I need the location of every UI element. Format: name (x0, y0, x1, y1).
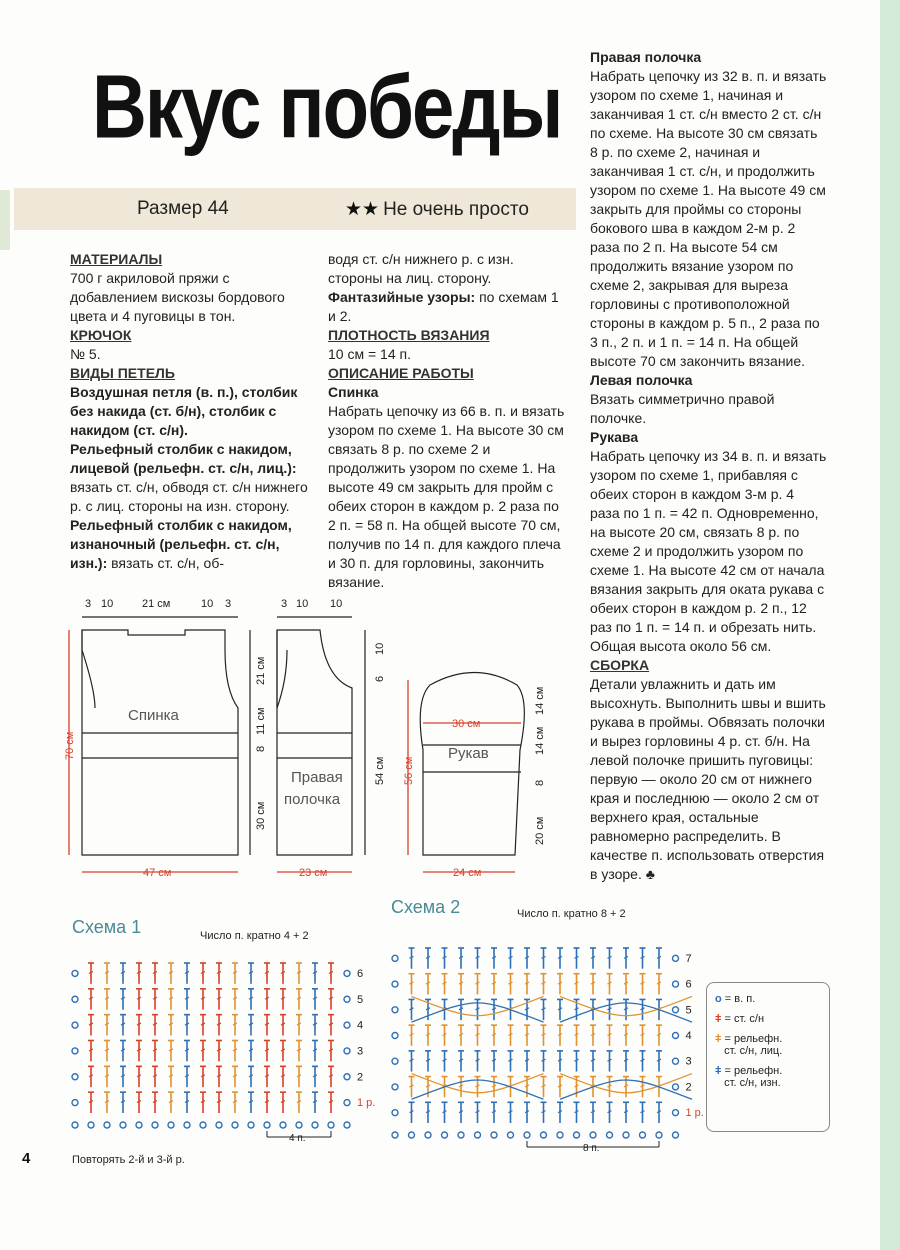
left-front-heading: Левая полочка (590, 372, 693, 388)
scheme-1-chart (65, 945, 380, 1170)
chain-stitch (120, 1122, 126, 1128)
scheme-1-title: Схема 1 (72, 917, 142, 937)
turning-chain (673, 955, 679, 961)
sleeve-dim-width: 30 см (452, 718, 481, 730)
row-label: 6 (685, 978, 692, 991)
assembly-heading: СБОРКА (590, 657, 650, 673)
row-label: 5 (685, 1004, 692, 1017)
row-label: 2 (357, 1071, 364, 1084)
sleeve-dim-right-2: 14 см (534, 726, 546, 755)
chain-stitch (168, 1122, 174, 1128)
right-front-text: Набрать цепочку из 32 в. п. и вязать узором по схеме 1, начиная и заканчивая 1 ст. с/н вместо 2 ст. с/н по схеме. На высоте 30 см связать 8 р. по схеме 2, начиная и заканчивая 1 ст. с/н, и продолжить узором по схеме 1. На высоте 49 см закрыть для проймы со стороны бокового шва в каждом 2-м р. 2 раза по 2 п. На высоте 54 см продолжить вязание узором по схеме 2, закрывая для выреза горловины с противоположной стороны в каждом р. 5 п., 2 раза по 3 п., 2 п. и 1 п. = 14 п. На общей высоте 70 см закончить вязание. (590, 68, 827, 369)
sleeve-dim-right-4: 20 см (534, 816, 546, 845)
row-label: 3 (685, 1055, 692, 1068)
turning-chain (72, 1048, 78, 1054)
back-dim-top-4: 10 (201, 598, 214, 610)
row-label: 7 (685, 952, 692, 965)
turning-chain (673, 1058, 679, 1064)
left-front-text: Вязать симметрично правой полочке. (590, 391, 775, 426)
pattern-diagrams (55, 590, 585, 890)
page-title: Вкус победы (92, 57, 562, 158)
back-dim-left: 70 см (64, 731, 76, 760)
column-1 (70, 250, 310, 573)
chain-stitch (184, 1122, 190, 1128)
turning-chain (344, 1048, 350, 1054)
front-dim-right-1: 10 (374, 642, 386, 655)
materials-heading: МАТЕРИАЛЫ (70, 251, 163, 267)
turning-chain (72, 1022, 78, 1028)
chain-stitch (475, 1132, 481, 1138)
scheme-2-note: Число п. кратно 8 + 2 (517, 908, 626, 920)
chain-stitch (248, 1122, 254, 1128)
legend-dc: ǂ = ст. с/н (715, 1013, 765, 1025)
sleeve-dim-right-3: 8 (534, 779, 546, 786)
sleeves-text: Набрать цепочку из 34 в. п. и вязать узором по схеме 1, прибавляя с обеих сторон в каждом 3-м р. 4 раза по 1 п. = 42 п. Одновременно, на высоте 20 см, связать 8 р. по схеме 2 и продолжить узором по схеме 1. На высоте 42 см от начала вязания закрыть для оката рукава с обеих сторон в каждом р. 2 п., 12 раз по 1 п. = 14 п. и обрезать нить. Общая высота около 56 см. (590, 448, 827, 654)
turning-chain (673, 981, 679, 987)
right-margin-strip (880, 0, 900, 1250)
turning-chain (72, 996, 78, 1002)
sleeve-dim-right-1: 14 см (534, 686, 546, 715)
right-front-heading: Правая полочка (590, 49, 702, 65)
chain-stitch (442, 1132, 448, 1138)
density-heading: ПЛОТНОСТЬ ВЯЗАНИЯ (328, 327, 490, 343)
chain-stitch (623, 1132, 629, 1138)
chain-stitch (72, 1122, 78, 1128)
back-dim-right-1: 21 см (255, 656, 267, 685)
description-heading: ОПИСАНИЕ РАБОТЫ (328, 365, 474, 381)
column-2 (328, 250, 568, 592)
back-heading: Спинка (328, 384, 379, 400)
turning-chain (344, 1022, 350, 1028)
materials-text: 700 г акриловой пряжи с добавлением вискозы бордового цвета и 4 пуговицы в тон. (70, 270, 285, 324)
back-text: Набрать цепочку из 66 в. п. и вязать узором по схеме 1. На высоте 30 см связать 8 р. по схеме 2 и продолжить узором по схеме 1. На высоте 49 см закрыть для пройм с обеих сторон в каждом р. 2 раза по 2 п. = 58 п. На общей высоте 70 см, получив по 14 п. для каждого плеча и 30 п. для горловины, закончить вязание. (328, 403, 565, 590)
chain-stitch (590, 1132, 596, 1138)
turning-chain (344, 996, 350, 1002)
front-outline (277, 630, 352, 855)
back-dim-right-4: 30 см (255, 801, 267, 830)
turning-chain (392, 1058, 398, 1064)
turning-chain (673, 1033, 679, 1039)
chain-stitch (491, 1132, 497, 1138)
scheme-1-note: Число п. кратно 4 + 2 (200, 930, 309, 942)
chain-stitch (541, 1132, 547, 1138)
legend-relief-front: ǂ = рельефн. ст. с/н, лиц. (715, 1033, 783, 1057)
legend-chain: o = в. п. (715, 993, 756, 1005)
scheme-1-repeat-note: Повторять 2-й и 3-й р. (72, 1154, 185, 1166)
row-label: 1 р. (357, 1097, 376, 1110)
chain-stitch (524, 1132, 530, 1138)
turning-chain (673, 1007, 679, 1013)
chain-stitch (656, 1132, 662, 1138)
turning-chain (392, 1110, 398, 1116)
fancy-patterns: Фантазийные узоры: по схемам 1 и 2. (328, 289, 559, 324)
row-label: 1 р. (685, 1107, 704, 1120)
loops-relief-back: Рельефный столбик с накидом, изнаночный (рельефн. ст. с/н, изн.): вязать ст. с/н, об- (70, 517, 292, 571)
sleeve-label: Рукав (448, 745, 489, 762)
chain-stitch (104, 1122, 110, 1128)
turning-chain (72, 970, 78, 976)
back-label: Спинка (128, 707, 179, 724)
front-dim-bottom: 23 см (299, 867, 328, 879)
symbol-legend (706, 982, 830, 1132)
front-dim-total: 54 см (374, 756, 386, 785)
turning-chain (344, 970, 350, 976)
turning-chain (673, 1084, 679, 1090)
chain-stitch (200, 1122, 206, 1128)
chain-stitch (458, 1132, 464, 1138)
scheme-2-title: Схема 2 (391, 897, 461, 917)
front-dim-top-2: 10 (296, 598, 309, 610)
turning-chain (72, 1074, 78, 1080)
chain-stitch (425, 1132, 431, 1138)
front-dim-top-3: 10 (330, 598, 343, 610)
assembly-text: Детали увлажнить и дать им высохнуть. Выполнить швы и вшить рукава в проймы. Обвязать полочки и вырез горловины 4 р. ст. б/н. На левой полочке пришить пуговицы: первую — около 20 см от нижнего края и последнюю — около 2 см от верхнего края, остальные равномерно распределить. В качестве п. использовать отверстия в узоре. ♣ (590, 676, 826, 882)
turning-chain (72, 1100, 78, 1106)
size-label: Размер 44 (137, 198, 229, 219)
chain-stitch (392, 1132, 398, 1138)
repeat-span: 8 п. (583, 1143, 600, 1154)
row-label: 4 (685, 1030, 692, 1042)
loops-basic: Воздушная петля (в. п.), столбик без накида (ст. б/н), столбик с накидом (ст. с/н). (70, 384, 298, 438)
difficulty-label (345, 198, 529, 221)
chain-stitch (136, 1122, 142, 1128)
back-dim-right-2: 11 см (255, 707, 267, 735)
chain-stitch (280, 1122, 286, 1128)
hook-text: № 5. (70, 346, 101, 362)
turning-chain (392, 981, 398, 987)
sleeve-outline (420, 673, 524, 856)
chain-stitch (88, 1122, 94, 1128)
chain-stitch (640, 1132, 646, 1138)
column-3 (590, 48, 827, 884)
chain-stitch (409, 1132, 415, 1138)
back-outline (82, 630, 238, 855)
chain-stitch (607, 1132, 613, 1138)
back-dim-bottom: 47 см (143, 867, 172, 879)
row-label: 5 (357, 993, 364, 1006)
turning-chain (392, 1007, 398, 1013)
loops-relief-front: Рельефный столбик с накидом, лицевой (рельефн. ст. с/н, лиц.): вязать ст. с/н, обводя ст. с/н нижнего р. с лиц. стороны на изн. сторону. (70, 441, 308, 514)
repeat-span: 4 п. (289, 1133, 306, 1144)
back-dim-top-5: 3 (225, 598, 232, 610)
row-label: 2 (685, 1081, 692, 1094)
row-label: 6 (357, 967, 364, 980)
back-dim-top-2: 10 (101, 598, 114, 610)
sleeve-dim-bottom: 24 см (453, 867, 482, 879)
difficulty-stars: ★★ (345, 199, 380, 220)
chain-stitch (673, 1132, 679, 1138)
chain-stitch (296, 1122, 302, 1128)
chain-stitch (328, 1122, 334, 1128)
turning-chain (392, 1084, 398, 1090)
loops-heading: ВИДЫ ПЕТЕЛЬ (70, 365, 175, 381)
loops-continued: водя ст. с/н нижнего р. с изн. стороны на лиц. сторону. (328, 251, 514, 286)
turning-chain (344, 1074, 350, 1080)
chain-stitch (574, 1132, 580, 1138)
row-label: 4 (357, 1019, 364, 1032)
turning-chain (344, 1100, 350, 1106)
chain-stitch (344, 1122, 350, 1128)
front-label-2: полочка (284, 791, 341, 808)
scheme-2-chart (385, 925, 704, 1175)
chain-stitch (232, 1122, 238, 1128)
chain-stitch (152, 1122, 158, 1128)
back-dim-top-3: 21 см (142, 598, 171, 610)
front-label-1: Правая (291, 769, 343, 786)
chain-stitch (557, 1132, 563, 1138)
front-dim-right-2: 6 (374, 675, 386, 682)
turning-chain (673, 1110, 679, 1116)
back-dim-top-1: 3 (85, 598, 92, 610)
hook-heading: КРЮЧОК (70, 327, 132, 343)
sleeve-dim-left: 56 см (403, 756, 415, 785)
left-margin-strip (0, 190, 10, 250)
turning-chain (392, 1033, 398, 1039)
row-label: 3 (357, 1045, 364, 1058)
chain-stitch (264, 1122, 270, 1128)
front-dim-top-1: 3 (281, 598, 288, 610)
sleeves-heading: Рукава (590, 429, 639, 445)
page-number: 4 (22, 1150, 31, 1167)
chain-stitch (508, 1132, 514, 1138)
chain-stitch (312, 1122, 318, 1128)
turning-chain (392, 955, 398, 961)
difficulty-text: Не очень просто (383, 199, 529, 220)
legend-relief-back: ǂ = рельефн. ст. с/н, изн. (715, 1065, 783, 1089)
back-dim-right-3: 8 (255, 745, 267, 752)
density-text: 10 см = 14 п. (328, 346, 411, 362)
chain-stitch (216, 1122, 222, 1128)
